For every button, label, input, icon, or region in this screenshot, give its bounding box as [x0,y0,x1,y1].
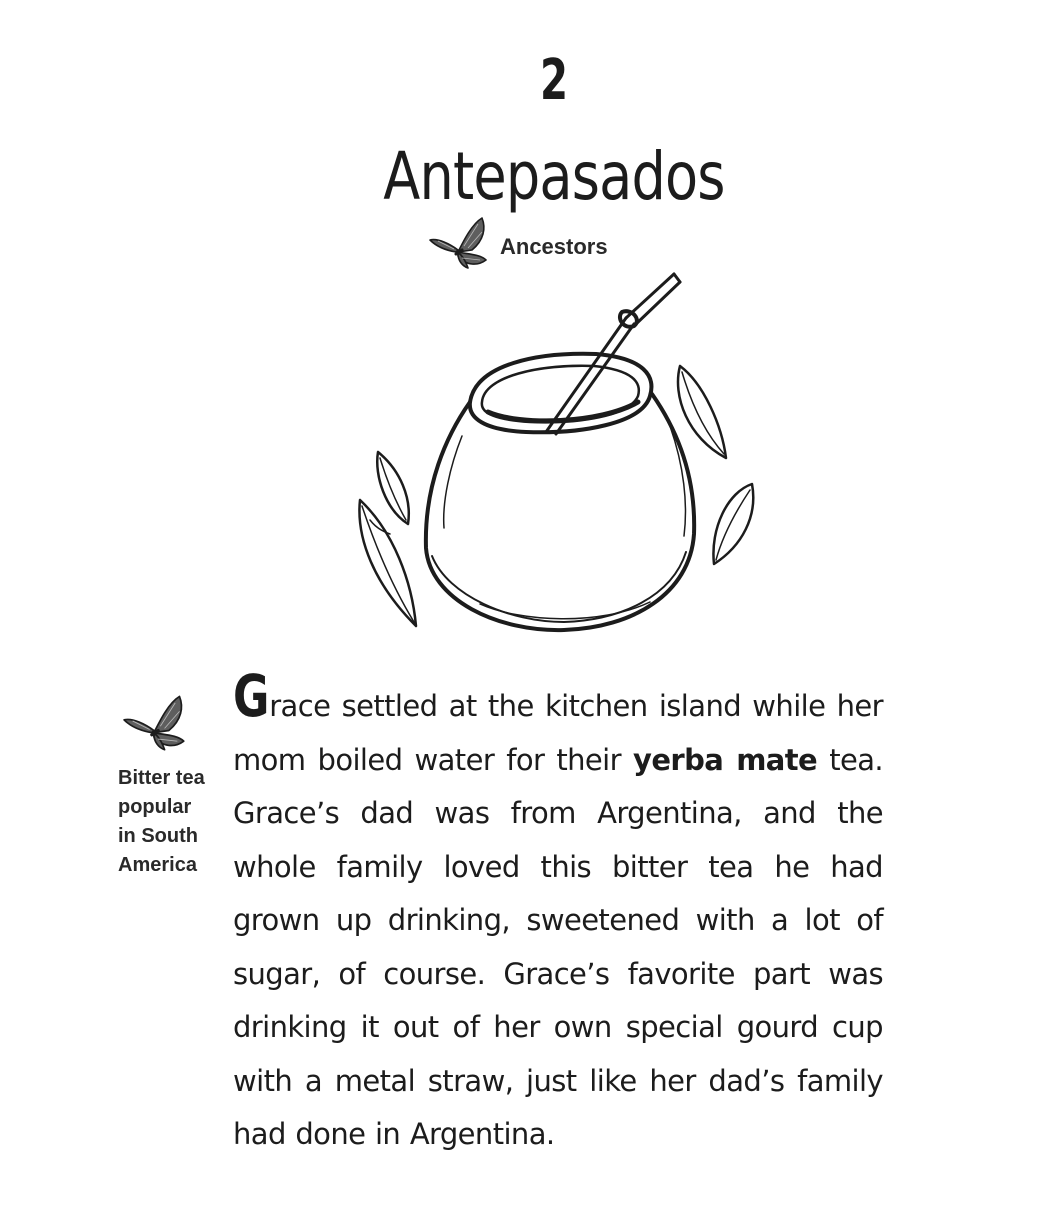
butterfly-icon [428,214,490,270]
chapter-title: Antepasados [383,138,725,215]
chapter-number: 2 [539,48,569,113]
chapter-subtitle-row [428,214,678,274]
body-text-start: race settled at the kitchen island while her mom boiled water for their [233,689,883,777]
glossary-term: yerba mate [633,742,818,777]
margin-note-text: Bitter tea popular in South America [118,767,205,876]
body-text-end: tea. Grace’s dad was from Argentina, and the whole family loved this bitter tea he had grown up drinking, sweetened with a lot of sugar, of course. Grace’s favorite part was drinking it out of her own special gourd cup with a metal straw, just like her dad’s family had done in Argentina. [233,742,883,1151]
chapter-subtitle: Ancestors [500,234,608,259]
drop-cap: G [233,662,269,730]
body-paragraph [233,662,883,1162]
gourd-illustration [350,266,770,642]
butterfly-icon [122,692,188,752]
margin-note [118,692,218,880]
